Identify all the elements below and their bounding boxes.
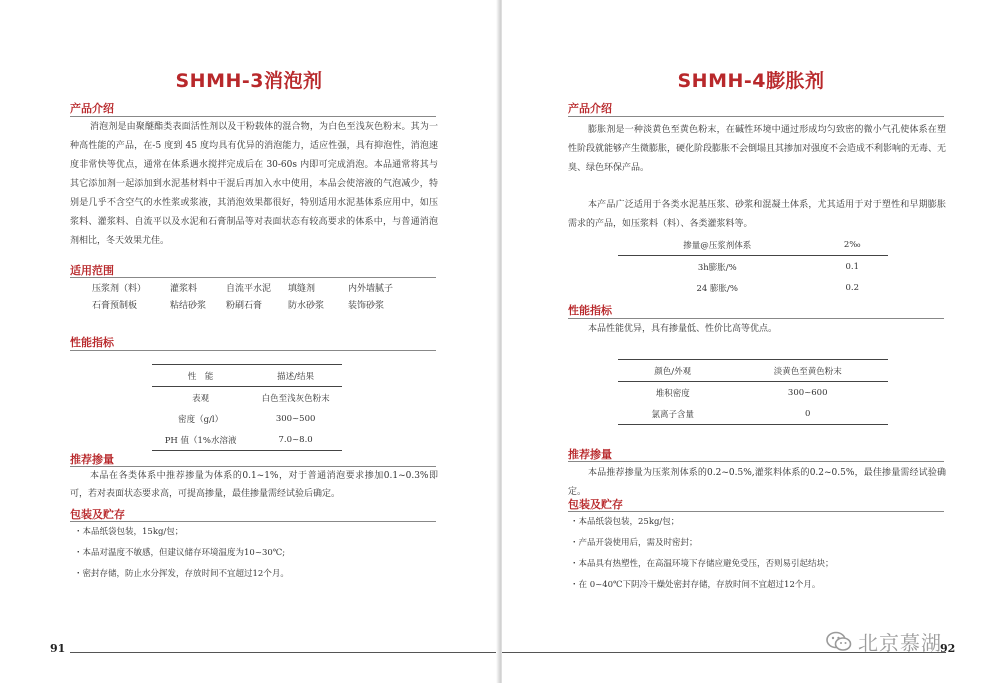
right-page	[502, 0, 1000, 683]
table-row	[618, 256, 888, 278]
table-cell: 白色至浅灰色粉末	[261, 393, 330, 404]
right-product-title: SHMH-4膨胀剂	[677, 70, 825, 92]
table-cell: 7.0~8.0	[278, 434, 313, 445]
table-row	[152, 408, 342, 429]
table-row	[152, 387, 342, 409]
table-header-cell: 描述/结果	[249, 365, 342, 387]
right-dosage-text: 本品推荐掺量为压浆剂体系的0.2~0.5%,灌浆料体系的0.2~0.5%，最佳掺量需经试验确定。	[568, 468, 946, 497]
scope-item: 防水砂浆	[288, 301, 325, 311]
right-pack-heading: 包装及贮存	[568, 498, 623, 511]
list-item: ・本品对温度不敏感，但建议储存环境温度为10~30℃;	[74, 548, 286, 558]
table-header-cell: 性 能	[152, 365, 249, 387]
list-item: ・产品开袋使用后，需及时密封；	[570, 538, 698, 548]
table-cell: 0.1	[845, 261, 859, 272]
scope-item: 压浆剂（料）	[92, 284, 147, 294]
list-item: ・本品具有热塑性，在高温环境下存储应避免受压，否则易引起结块；	[570, 559, 834, 569]
table-cell: 2‰	[816, 234, 888, 256]
scope-item: 填缝剂	[288, 284, 316, 294]
scope-item: 灌浆料	[170, 284, 198, 294]
right-dosage-table	[618, 234, 888, 298]
right-page-number: 92	[940, 642, 956, 655]
right-perf-table	[618, 359, 888, 425]
right-dosage-rule	[568, 461, 944, 462]
table-cell: 颜色/外观	[618, 360, 727, 382]
table-cell: 淡黄色至黄色粉末	[727, 360, 888, 382]
table-row	[618, 360, 888, 382]
right-dosage-heading: 推荐掺量	[568, 448, 612, 461]
table-cell: 300~500	[275, 413, 316, 424]
wechat-icon	[826, 631, 852, 653]
left-perf-heading: 性能指标	[70, 336, 114, 349]
right-perf-heading: 性能指标	[568, 304, 612, 317]
scope-item: 粘结砂浆	[170, 301, 207, 311]
scope-item: 装饰砂浆	[348, 301, 385, 311]
watermark-text: 北京慕湖	[858, 631, 942, 655]
table-cell: 300~600	[787, 387, 828, 398]
left-dosage-heading: 推荐掺量	[70, 453, 114, 466]
list-item: ・本品纸袋包装，15kg/包；	[74, 527, 184, 537]
scope-item: 自流平水泥	[226, 284, 272, 294]
left-intro-rule	[70, 116, 436, 117]
right-pack-list	[570, 512, 834, 596]
table-cell: 24 膨胀/%	[696, 283, 738, 294]
table-cell: 密度（g/l）	[178, 414, 224, 425]
table-row	[618, 277, 888, 298]
left-scope-heading: 适用范围	[70, 264, 114, 277]
right-apply-text: 本产品广泛适用于各类水泥基压浆、砂浆和混凝土体系，尤其适用于对于塑性和早期膨胀需求的产品，如压浆料（料）、各类灌浆料等。	[568, 200, 946, 229]
left-dosage-text: 本品在各类体系中推荐掺量为体系的0.1~1%，对于普通消泡要求掺加0.1~0.3%即可，若对表面状态要求高，可提高掺量，最佳掺量需经试验后确定。	[70, 471, 438, 499]
left-scope-rule	[70, 277, 436, 278]
scope-row	[92, 298, 432, 312]
list-item: ・在 0~40℃下阴冷干燥处密封存储，存放时间不宜超过12个月。	[570, 580, 821, 590]
table-cell: 0	[804, 408, 811, 419]
table-cell: 掺量@压浆剂体系	[618, 234, 816, 256]
scope-row	[92, 281, 432, 295]
watermark	[826, 627, 942, 656]
right-intro-text: 膨胀剂是一种淡黄色至黄色粉末，在碱性环境中通过形成均匀致密的微小气孔使体系在塑性阶段就能够产生微膨胀，硬化阶段膨胀不会倒塌且其掺加对强度不会造成不利影响的无毒、无臭、绿色环保产品。	[568, 125, 947, 173]
right-perf-text: 本品性能优异，具有掺量低、性价比高等优点。	[588, 324, 778, 334]
list-item: ・密封存储，防止水分挥发，存放时间不宜超过12个月。	[74, 569, 289, 579]
left-perf-table	[152, 364, 342, 451]
scope-item: 粉刷石膏	[226, 301, 263, 311]
right-intro-rule	[568, 116, 944, 117]
scope-item: 石膏预制板	[92, 301, 138, 311]
right-intro-heading: 产品介绍	[568, 102, 612, 115]
left-perf-rule	[70, 350, 436, 351]
left-page	[0, 0, 498, 683]
table-row	[618, 403, 888, 425]
table-cell: 堆积密度	[655, 388, 690, 399]
table-header-row	[152, 365, 342, 387]
table-cell: 0.2	[845, 282, 859, 293]
table-cell: 3h膨胀/%	[697, 262, 737, 273]
right-perf-rule	[568, 318, 944, 319]
list-item: ・本品纸袋包装，25kg/包；	[570, 517, 680, 527]
table-cell: 氯离子含量	[651, 409, 694, 420]
left-pack-list	[74, 522, 289, 585]
left-scope-grid	[92, 281, 432, 315]
table-row	[618, 234, 888, 256]
table-cell: PH 值（1%水溶液	[164, 435, 237, 446]
left-product-title: SHMH-3消泡剂	[175, 70, 323, 92]
left-intro-heading: 产品介绍	[70, 102, 114, 115]
left-page-number: 91	[50, 642, 66, 655]
table-row	[618, 382, 888, 404]
left-intro-text: 消泡剂是由聚醚酯类表面活性剂以及干粉载体的混合物，为白色至浅灰色粉末。其为一种高性能的产品，在-5 度到 45 度均具有优异的消泡能力，适应性强，具有抑泡性，消泡速度非常快等优点，通常在体系遇水搅拌完成后在 30-60s 内即可完成消泡。本品通常将其与其它添加剂一起添加到水泥基材料中干混后再加入水中使用，本品会使溶液的气泡减少，特别是几乎不含空气的水性浆或浆液，其消泡效果都很好，特别适用水泥基体系应用中，如压浆料、灌浆料、自流平以及水泥和石膏制品等对表面状态有较高要求的体系中，与普通消泡剂相比，冬天效果尤佳。	[70, 122, 438, 246]
left-footer-rule	[70, 652, 498, 653]
table-row	[152, 429, 342, 451]
table-cell: 表观	[192, 393, 210, 404]
scope-item: 内外墙腻子	[348, 284, 394, 294]
left-pack-heading: 包装及贮存	[70, 508, 125, 521]
